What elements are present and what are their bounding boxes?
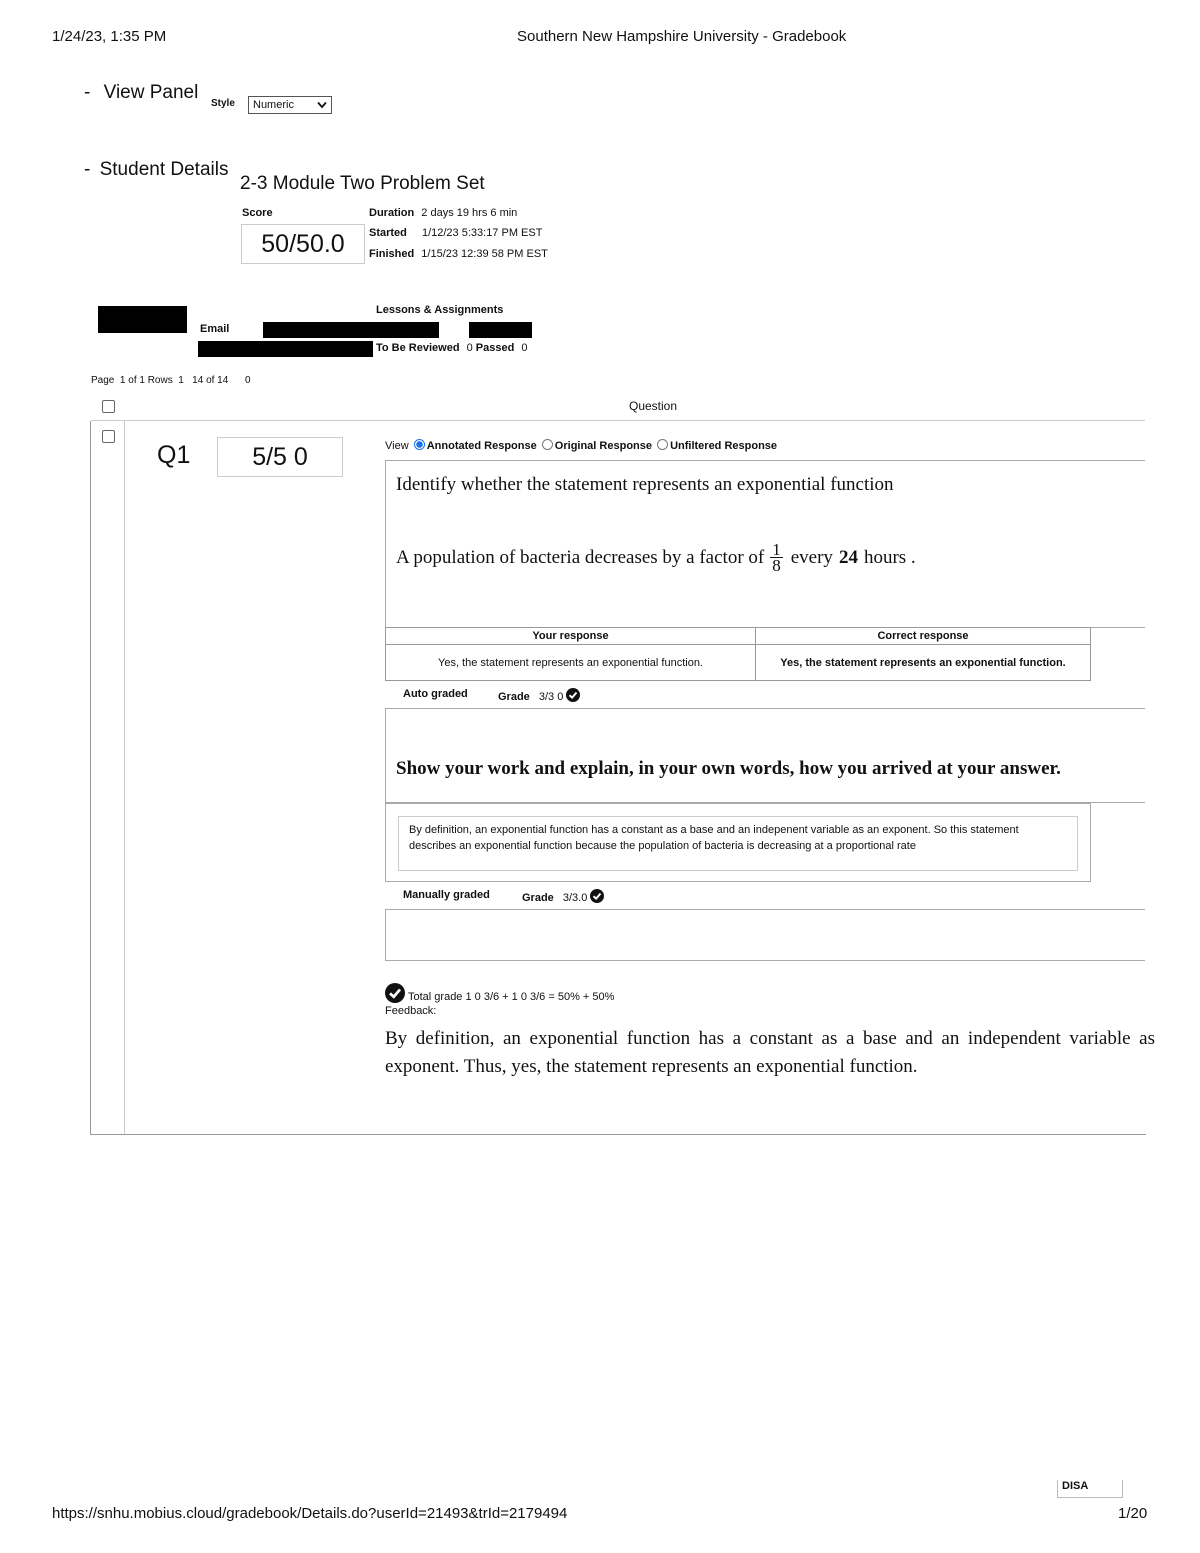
review-status-row [376,342,528,354]
manual-grade-label: Grade [522,892,554,904]
view-panel-collapse[interactable]: - [84,82,91,103]
row-divider [124,421,125,1134]
auto-grade-label: Grade [498,691,530,703]
feedback-text: By definition, an exponential function has a constant as a base and an independent variable as exponent. Thus, yes, the statement represents an exponential function. [385,1028,1155,1077]
work-prompt-box [385,708,1145,803]
unfiltered-response-label[interactable]: Unfiltered Response [670,440,778,452]
chevron-down-icon [317,101,327,109]
manual-graded-label: Manually graded [403,889,490,901]
original-response-radio[interactable] [542,439,553,450]
check-circle-icon [590,889,604,903]
feedback-label: Feedback: [385,1005,437,1017]
finished-row [369,248,548,260]
statement-every: every [790,546,833,568]
original-response-label[interactable]: Original Response [554,440,652,452]
view-label: View [385,440,409,452]
redacted-student-id [198,341,373,357]
pager: Page 1 of 1 Rows 1 14 of 14 0 [91,375,251,386]
fraction-denominator: 8 [772,556,781,575]
to-be-reviewed-label: To Be Reviewed [376,342,460,354]
question-score: 5/5 0 [217,437,343,477]
started-row [369,227,542,239]
auto-grade-row [498,688,580,703]
correct-response-cell: Yes, the statement represents an exponential function. [756,645,1091,681]
email-label: Email [200,323,230,335]
manual-grade-value: 3/3.0 [562,892,588,904]
your-response-cell: Yes, the statement represents an exponential function. [386,645,756,681]
question-column-header: Question [629,399,678,413]
work-prompt: Show your work and explain, in your own words, how you arrived at your answer. [396,758,1061,779]
view-panel-label: View Panel [103,82,199,103]
print-datetime: 1/24/23, 1:35 PM [52,28,167,45]
fraction-numerator: 1 [772,540,781,559]
passed-value: 0 [521,342,528,354]
to-be-reviewed-value: 0 [466,342,473,354]
response-table [385,627,1091,681]
redacted-student-name [98,306,187,333]
manual-grade-row [522,889,604,904]
grader-comment-box[interactable] [385,909,1145,961]
passed-label: Passed [475,342,515,354]
redacted-lessons-value [469,322,532,338]
select-all-checkbox[interactable] [102,400,115,413]
question-statement [396,542,916,573]
finished-value: 1/15/23 12:39 58 PM EST [421,248,548,260]
fraction-one-eighth [770,542,783,573]
total-grade-text: Total grade 1 0 3/6 + 1 0 3/6 = 50% + 50% [408,991,615,1003]
work-answer-text: By definition, an exponential function has a constant as a base and an indepenent variable as an exponent. So this statement describes an exponential function because the population of bacteria is decreasing at a proportional rate [398,816,1078,871]
print-url: https://snhu.mobius.cloud/gradebook/Details.do?userId=21493&trId=2179494 [52,1505,568,1522]
total-grade-row [385,983,614,1003]
finished-label: Finished [369,248,415,260]
view-options [385,439,777,452]
check-circle-icon [385,983,405,1003]
assignment-title: 2-3 Module Two Problem Set [240,173,485,194]
your-response-header: Your response [386,628,756,645]
style-select[interactable] [248,96,332,114]
statement-hours-number: 24 [838,546,858,568]
disa-stamp: DISA [1057,1480,1123,1498]
annotated-response-label[interactable]: Annotated Response [426,440,537,452]
style-select-value: Numeric [253,99,294,111]
auto-graded-label: Auto graded [403,688,468,700]
check-circle-icon [566,688,580,702]
started-value: 1/12/23 5:33:17 PM EST [421,227,543,239]
lessons-label: Lessons & Assignments [376,304,504,316]
annotated-response-radio[interactable] [414,439,425,450]
score-label: Score [242,207,273,219]
student-details-label: Student Details [99,159,229,180]
print-page-title: Southern New Hampshire University - Gradebook [517,28,847,45]
style-label: Style [211,98,235,109]
correct-response-header: Correct response [756,628,1091,645]
question-number: Q1 [157,441,191,469]
score-value: 50/50.0 [241,224,365,264]
duration-label: Duration [369,207,415,219]
unfiltered-response-radio[interactable] [657,439,668,450]
view-panel-toggle[interactable] [84,82,198,104]
redacted-email [263,322,439,338]
statement-suffix: hours . [863,546,916,568]
row-checkbox[interactable] [102,430,115,443]
table-header [91,394,1145,421]
question-prompt-title: Identify whether the statement represents an exponential function [396,474,894,495]
student-details-collapse[interactable]: - [84,159,91,180]
print-page-number: 1/20 [1118,1505,1148,1522]
duration-row [369,207,517,219]
statement-prefix: A population of bacteria decreases by a factor of [396,546,765,568]
student-details-toggle[interactable] [84,159,228,181]
auto-grade-value: 3/3 0 [538,691,564,703]
started-label: Started [369,227,407,239]
table-extend-line [1091,627,1145,628]
duration-value: 2 days 19 hrs 6 min [421,207,518,219]
